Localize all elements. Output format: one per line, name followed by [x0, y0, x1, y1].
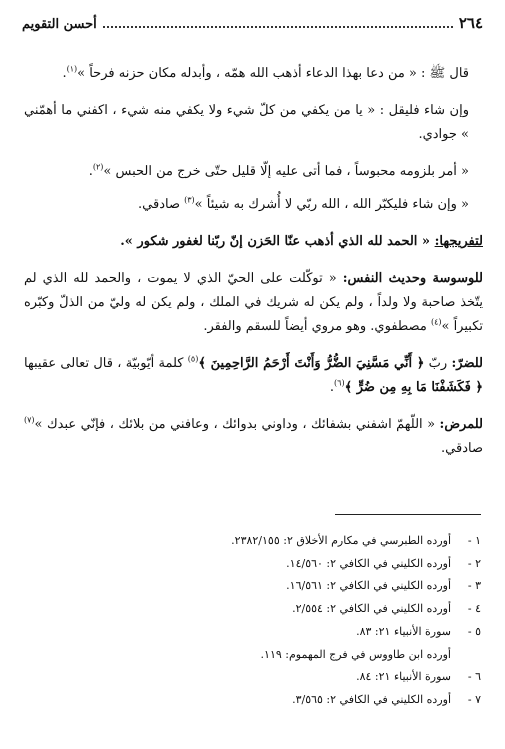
quran-verse-2: ﴿ فَكَشَفْنَا مَا بِهِ مِن ضُرٍّ ﴾ — [344, 380, 483, 395]
footnote-ref-2: (٢) — [92, 162, 104, 172]
label-harm: للضرّ: — [451, 356, 483, 371]
footnotes — [60, 530, 481, 712]
footnote-item: ٥ -سورة الأنبياء ٢١: ٨٣. — [356, 624, 481, 638]
label-whispering: للوسوسة وحديث النفس: — [342, 271, 483, 286]
footnote-separator — [335, 514, 481, 515]
header-dot-leader — [103, 16, 453, 28]
footnote-item: ٤ -أورده الكليني في الكافي ٢: ٢/٥٥٤. — [292, 602, 481, 616]
footnote-ref-1: (١) — [66, 64, 78, 74]
paragraph-2: وإن شاء فليقل : « يا من يكفي من كلّ شيء ولا يكفي منه شيء ، اكفني ما أهمّني » جوادي. — [24, 103, 469, 142]
footnote-item: ١ -أورده الطبرسي في مكارم الأخلاق ٢: ٢٣٨٢/١٥٥. — [231, 534, 481, 547]
footnote-item: ٢ -أورده الكليني في الكافي ٢: ١٤/٥٦٠. — [286, 556, 481, 570]
footnote-item: ٦ -سورة الأنبياء ٢١: ٨٤. — [356, 670, 481, 684]
label-illness: للمرض: — [439, 417, 483, 432]
footnote-ref-3: (٣) — [184, 195, 195, 205]
label-relief: لتفريجها: — [434, 234, 483, 249]
paragraph-8: للمرض: « اللّهمّ اشفني بشفائك ، وداوني بدوائك ، وعافني من بلائك ، فإنّي عبدك »$^{(٧)}$ صادقي. — [24, 415, 483, 456]
footnote-ref-4: (٤) — [430, 317, 442, 327]
paragraph-4: « وإن شاء فليكبّر الله ، الله ربّي لا أُشرك به شيئاً »$^{(٣)}$ صادقي. — [138, 195, 469, 212]
footnote-ref-5: (٥) — [187, 354, 199, 364]
main-text — [24, 62, 483, 474]
paragraph-1: قال ﷺ : « من دعا بهذا الدعاء أذهب الله همّه ، وأبدله مكان حزنه فرحاً »$^{(١)}$. — [62, 64, 469, 81]
paragraph-5: لتفريجها: « الحمد لله الذي أذهب عنّا الحَزن إنّ ربّنا لغفور شكور ». — [120, 234, 483, 249]
footnote-item: أورده ابن طاووس في فرج المهموم: ١١٩. — [260, 647, 451, 661]
footnote-ref-6: (٦) — [334, 378, 345, 388]
header-title: أحسن التقويم — [22, 17, 97, 32]
paragraph-7: للضرّ: ربّ ﴿ أَنِّي مَسَّنِيَ الضُّرُّ وَأَنْتَ أَرْحَمُ الرَّاحِمِينَ ﴾$^{(٥)}$ كلمة أيّوبيّة ، قال تعالى عقيبها ﴿ فَكَشَفْنَا مَا بِهِ مِن ضُرٍّ ﴾$^{(٦)}$. — [24, 354, 483, 395]
footnote-ref-7: (٧) — [24, 415, 35, 425]
quran-verse-1: ﴿ أَنِّي مَسَّنِيَ الضُّرُّ وَأَنْتَ أَرْحَمُ الرَّاحِمِينَ ﴾ — [198, 356, 425, 371]
footnote-item: ٣ -أورده الكليني في الكافي ٢: ١٦/٥٦١. — [286, 579, 481, 593]
paragraph-3: « أمر بلزومه محبوساً ، فما أتى عليه إلّا قليل حتّى خرج من الحبس »$^{(٢)}$. — [88, 162, 469, 179]
page-number: ٢٦٤ — [458, 14, 483, 32]
footnote-item: ٧ -أورده الكليني في الكافي ٢: ٣/٥٦٥. — [292, 692, 481, 706]
running-header — [22, 14, 483, 34]
paragraph-6: للوسوسة وحديث النفس: « توكّلت على الحيّ الذي لا يموت ، والحمد لله الذي لم يتّخذ صاحبة ولا ولداً ، ولم يكن له شريك في الملك ، ولم يكن له وليّ من الذلّ وكبّره تكبيراً »$^{(٤)}$ مصطفوي. وهو مروي أيضاً للسقم والفقر. — [24, 271, 483, 334]
